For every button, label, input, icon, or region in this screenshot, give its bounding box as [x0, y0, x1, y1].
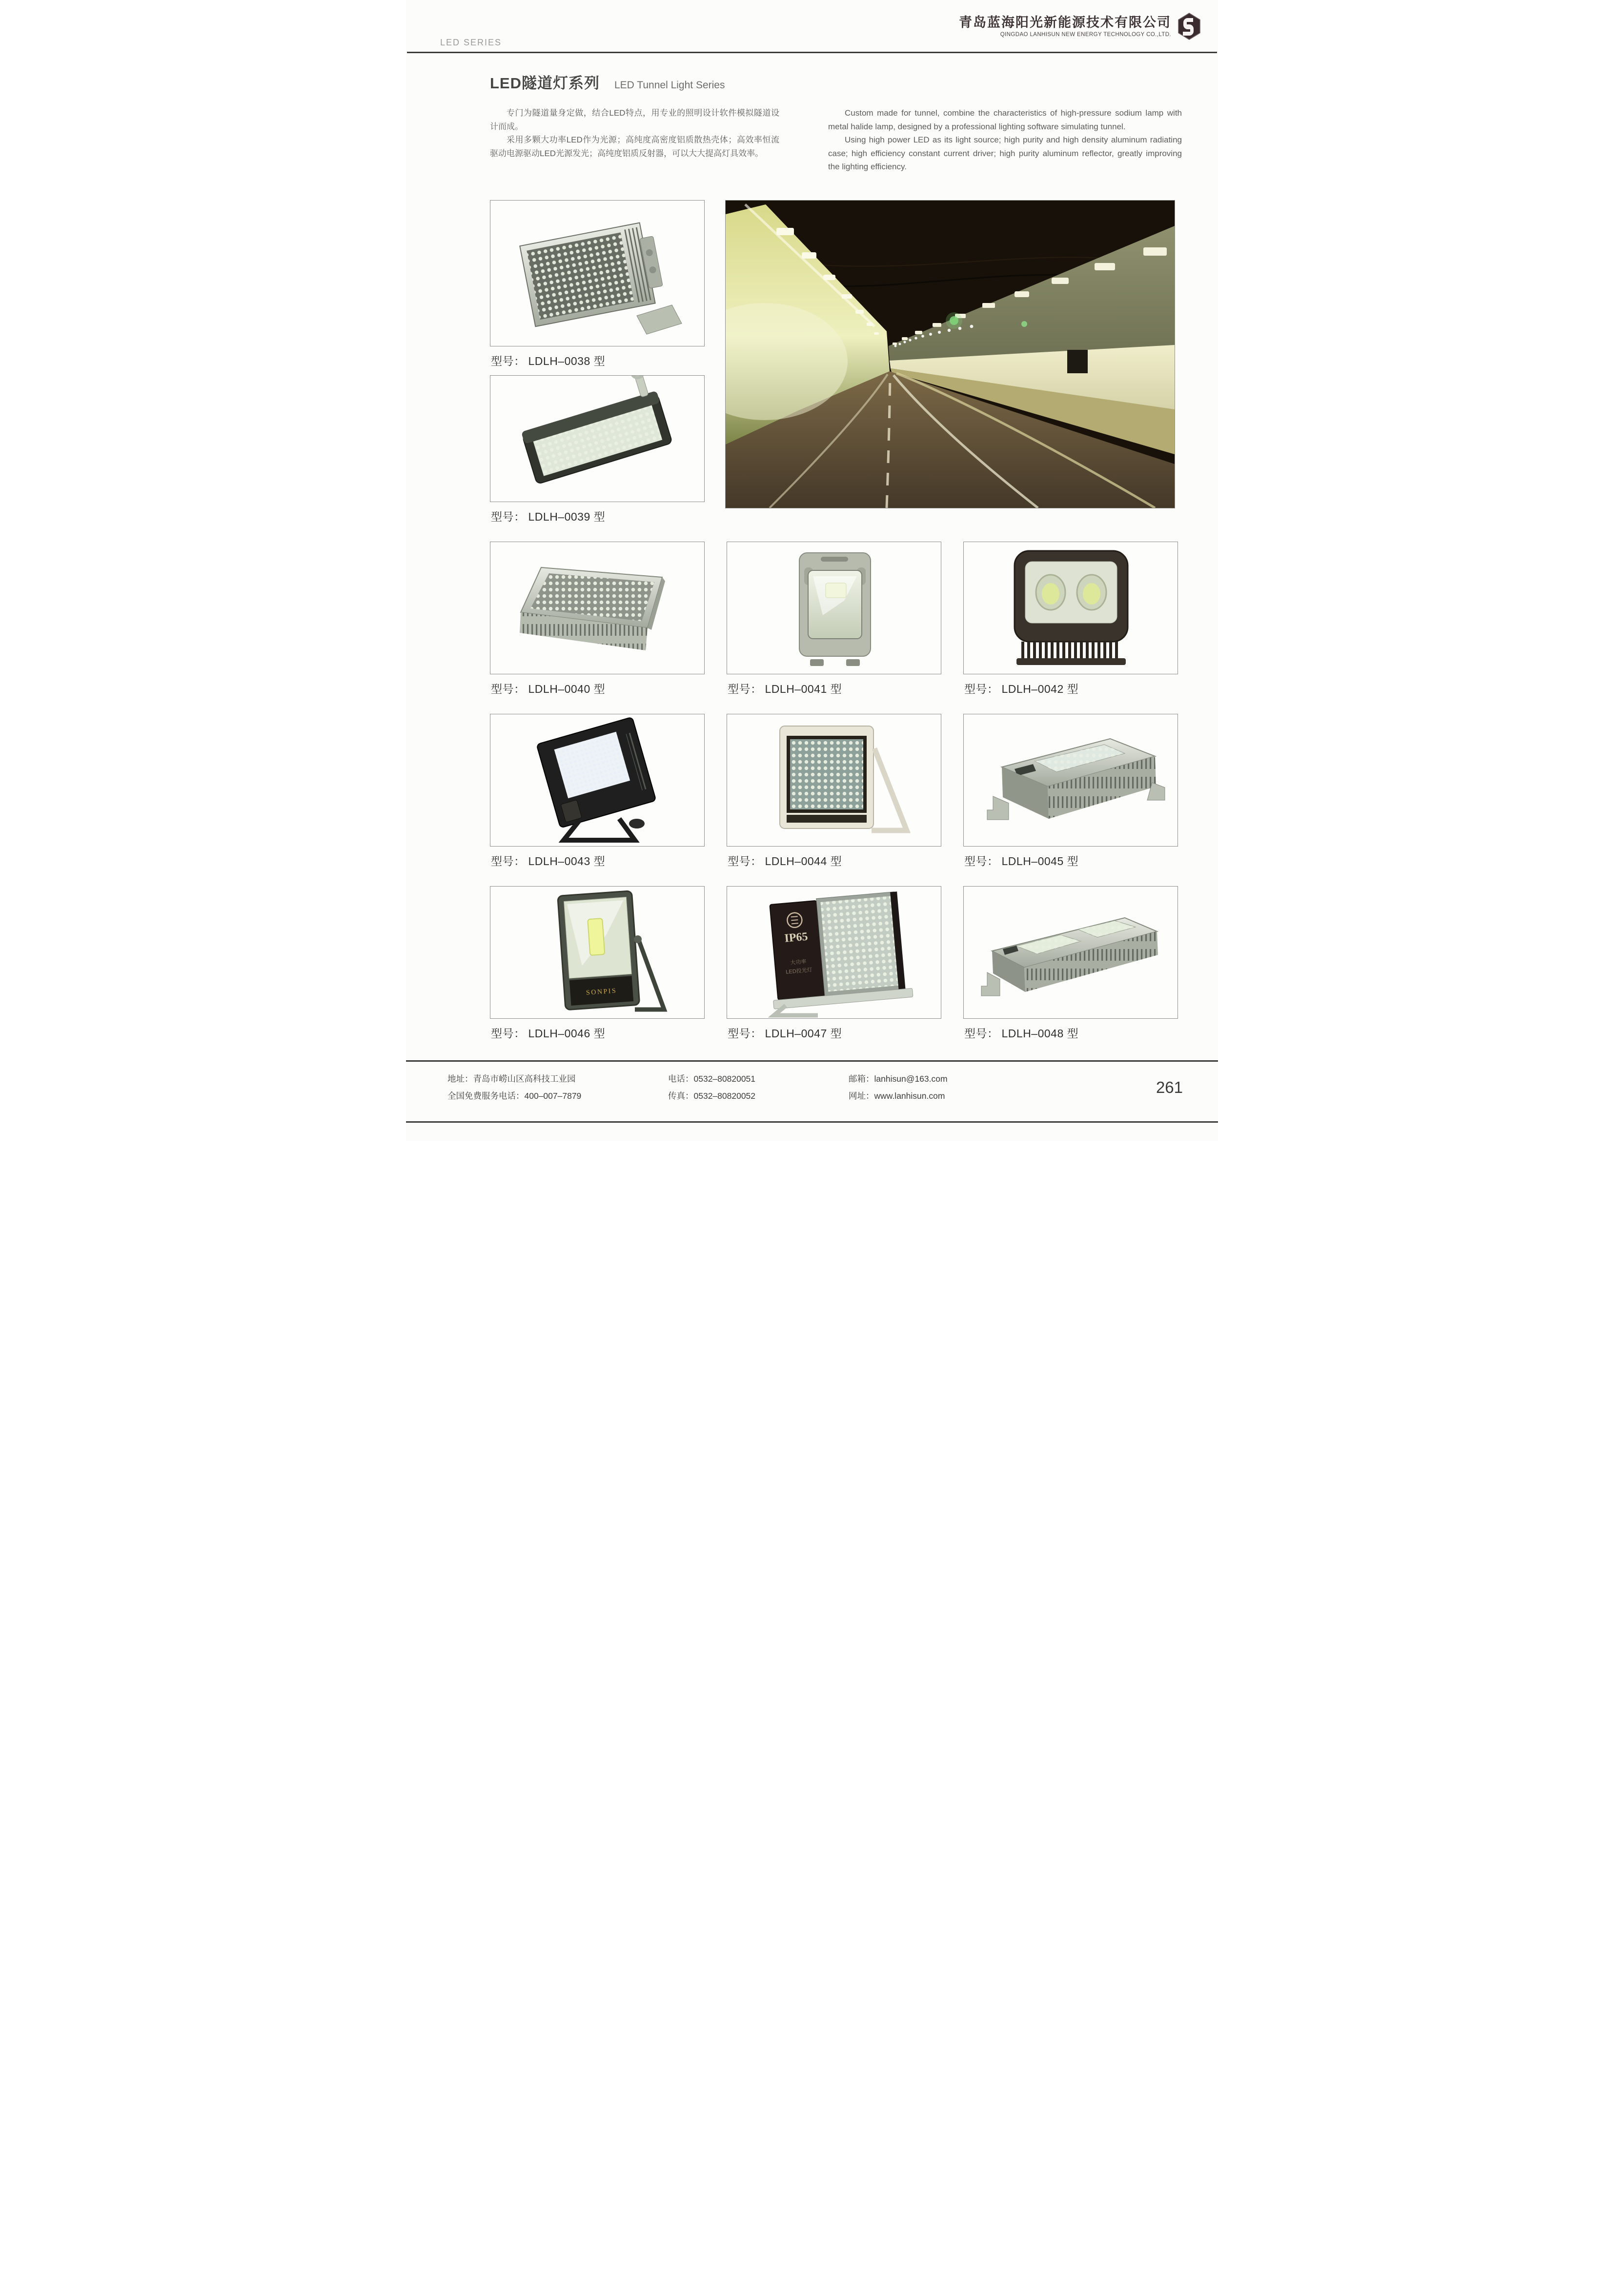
product-card-ldlh-0042 — [963, 542, 1178, 703]
tunnel-photo-illustration — [726, 201, 1175, 508]
intro-cn-paragraph-2: 采用多颗大功率LED作为光源；高纯度高密度铝质散热壳体；高效率恒流驱动电源驱动LED光源发光；高纯度铝质反射器，可以大大提高灯具效率。 — [490, 135, 779, 158]
product-photo-ldlh-0040 — [490, 542, 705, 674]
product-photo-ldlh-0047 — [727, 886, 941, 1019]
company-name-en: QINGDAO LANHISUN NEW ENERGY TECHNOLOGY CO.,LTD. — [1000, 31, 1171, 38]
intro-cn-paragraph-1: 专门为隧道量身定做，结合LED特点，用专业的照明设计软件模拟隧道设计而成。 — [490, 108, 779, 131]
company-name — [959, 15, 1171, 37]
model-label-ldlh-0048: 型号： LDLH–0048 型 — [964, 1027, 1079, 1040]
vented-box-fixture-icon — [964, 714, 1177, 846]
left-product-column — [490, 200, 705, 531]
page-number: 261 — [1156, 1078, 1183, 1096]
product-photo-ldlh-0048 — [963, 886, 1178, 1019]
product-photo-ldlh-0042 — [963, 542, 1178, 674]
intro-en-paragraph-2: Using high power LED as its light source; high purity and high density aluminum radiating case; high efficiency constant current driver; high purity aluminum reflector, greatly improving the lighting efficiency. — [828, 135, 1182, 172]
footer-address-value: 青岛市崂山区高科技工业园 — [473, 1073, 576, 1084]
product-grid-row-3 — [490, 714, 1218, 875]
hexagon-s-logo-icon — [1177, 13, 1201, 40]
model-label-ldlh-0043: 型号： LDLH–0043 型 — [491, 854, 606, 868]
product-card-ldlh-0044 — [727, 714, 941, 875]
section-title — [490, 71, 1182, 93]
product-photo-ldlh-0044 — [727, 714, 941, 847]
footer-hotline-value: 400–007–7879 — [524, 1091, 582, 1101]
product-grid-row-4 — [490, 886, 1218, 1048]
side-text-line1: 大功率 — [790, 958, 807, 966]
product-card-ldlh-0045 — [963, 714, 1178, 875]
footer-email-row: 邮箱：lanhisun@163.com — [849, 1073, 948, 1084]
product-photo-ldlh-0046 — [490, 886, 705, 1019]
product-card-ldlh-0038 — [490, 200, 705, 368]
footer-website-row: 网址：www.lanhisun.com — [849, 1091, 945, 1101]
dual-cob-floodlight-icon — [964, 542, 1177, 674]
section-title-en: LED Tunnel Light Series — [614, 80, 725, 91]
ip65-rating-text: IP65 — [784, 930, 809, 945]
side-text-line2: LED投光灯 — [785, 967, 813, 975]
model-label-ldlh-0040: 型号： LDLH–0040 型 — [491, 682, 606, 695]
model-label-ldlh-0039: 型号： LDLH–0039 型 — [491, 510, 606, 523]
black-floodlight-tilted-icon — [490, 714, 704, 846]
footer-web-block — [849, 1070, 1054, 1105]
tunnel-photo — [725, 200, 1175, 508]
model-label-ldlh-0042: 型号： LDLH–0042 型 — [964, 682, 1079, 695]
model-label-ldlh-0038: 型号： LDLH–0038 型 — [491, 354, 606, 367]
product-card-ldlh-0040 — [490, 542, 705, 703]
intro-text — [490, 106, 1182, 174]
product-card-ldlh-0047 — [727, 886, 941, 1048]
square-floodlight-stand-icon — [727, 714, 941, 846]
page-header — [406, 0, 1218, 52]
led-panel-tilted-icon — [490, 201, 704, 346]
product-photo-ldlh-0041 — [727, 542, 941, 674]
product-photo-ldlh-0038 — [490, 200, 705, 346]
footer-tel-value: 0532–80820051 — [693, 1073, 756, 1084]
product-photo-ldlh-0043 — [490, 714, 705, 847]
model-label-ldlh-0044: 型号： LDLH–0044 型 — [728, 854, 842, 868]
header-divider — [407, 52, 1217, 53]
product-card-ldlh-0041 — [727, 542, 941, 703]
footer-address-block — [447, 1070, 668, 1105]
intro-english — [828, 106, 1182, 174]
product-card-ldlh-0039 — [490, 375, 705, 524]
intro-chinese — [490, 106, 779, 174]
led-box-isometric-icon — [490, 542, 704, 674]
product-photo-ldlh-0039 — [490, 375, 705, 502]
cob-floodlight-front-icon — [727, 542, 941, 674]
ip65-floodlight-icon — [727, 887, 941, 1018]
footer-fax-value: 0532–80820052 — [693, 1091, 756, 1101]
product-grid-row-2 — [490, 542, 1218, 703]
sonpis-floodlight-icon — [490, 887, 704, 1018]
footer-tel-row: 电话：0532–80820051 — [668, 1073, 756, 1084]
section-title-cn: LED隧道灯系列 — [490, 75, 600, 92]
footer-divider-bottom — [406, 1121, 1218, 1123]
led-module-hook-icon — [490, 376, 704, 502]
footer-address-row: 地址：青岛市崂山区高科技工业园 — [447, 1073, 576, 1084]
company-name-cn: 青岛蓝海阳光新能源技术有限公司 — [959, 15, 1171, 30]
linear-tunnel-light-icon — [964, 887, 1177, 1018]
product-card-ldlh-0048 — [963, 886, 1178, 1048]
product-card-ldlh-0043 — [490, 714, 705, 875]
footer-divider-top — [406, 1060, 1218, 1062]
company-block — [959, 13, 1201, 40]
model-label-ldlh-0045: 型号： LDLH–0045 型 — [964, 854, 1079, 868]
product-grid-row-1 — [490, 200, 1218, 531]
product-photo-ldlh-0045 — [963, 714, 1178, 847]
footer-contact — [447, 1070, 1203, 1105]
model-label-ldlh-0046: 型号： LDLH–0046 型 — [491, 1027, 606, 1040]
catalog-page — [406, 0, 1218, 1141]
footer-hotline-row: 全国免费服务电话：400–007–7879 — [447, 1091, 582, 1101]
footer-website-value: www.lanhisun.com — [874, 1091, 945, 1101]
model-label-ldlh-0041: 型号： LDLH–0041 型 — [728, 682, 842, 695]
footer-fax-row: 传真：0532–80820052 — [668, 1091, 756, 1101]
footer-email-value: lanhisun@163.com — [874, 1073, 948, 1084]
series-label: LED SERIES — [440, 38, 502, 47]
footer-phone-block — [668, 1070, 849, 1105]
sonpis-brand-text: SONPIS — [586, 987, 617, 997]
intro-en-paragraph-1: Custom made for tunnel, combine the characteristics of high-pressure sodium lamp with metal halide lamp, designed by a professional lighting software simulating tunnel. — [828, 108, 1182, 131]
model-label-ldlh-0047: 型号： LDLH–0047 型 — [728, 1027, 842, 1040]
product-card-ldlh-0046 — [490, 886, 705, 1048]
